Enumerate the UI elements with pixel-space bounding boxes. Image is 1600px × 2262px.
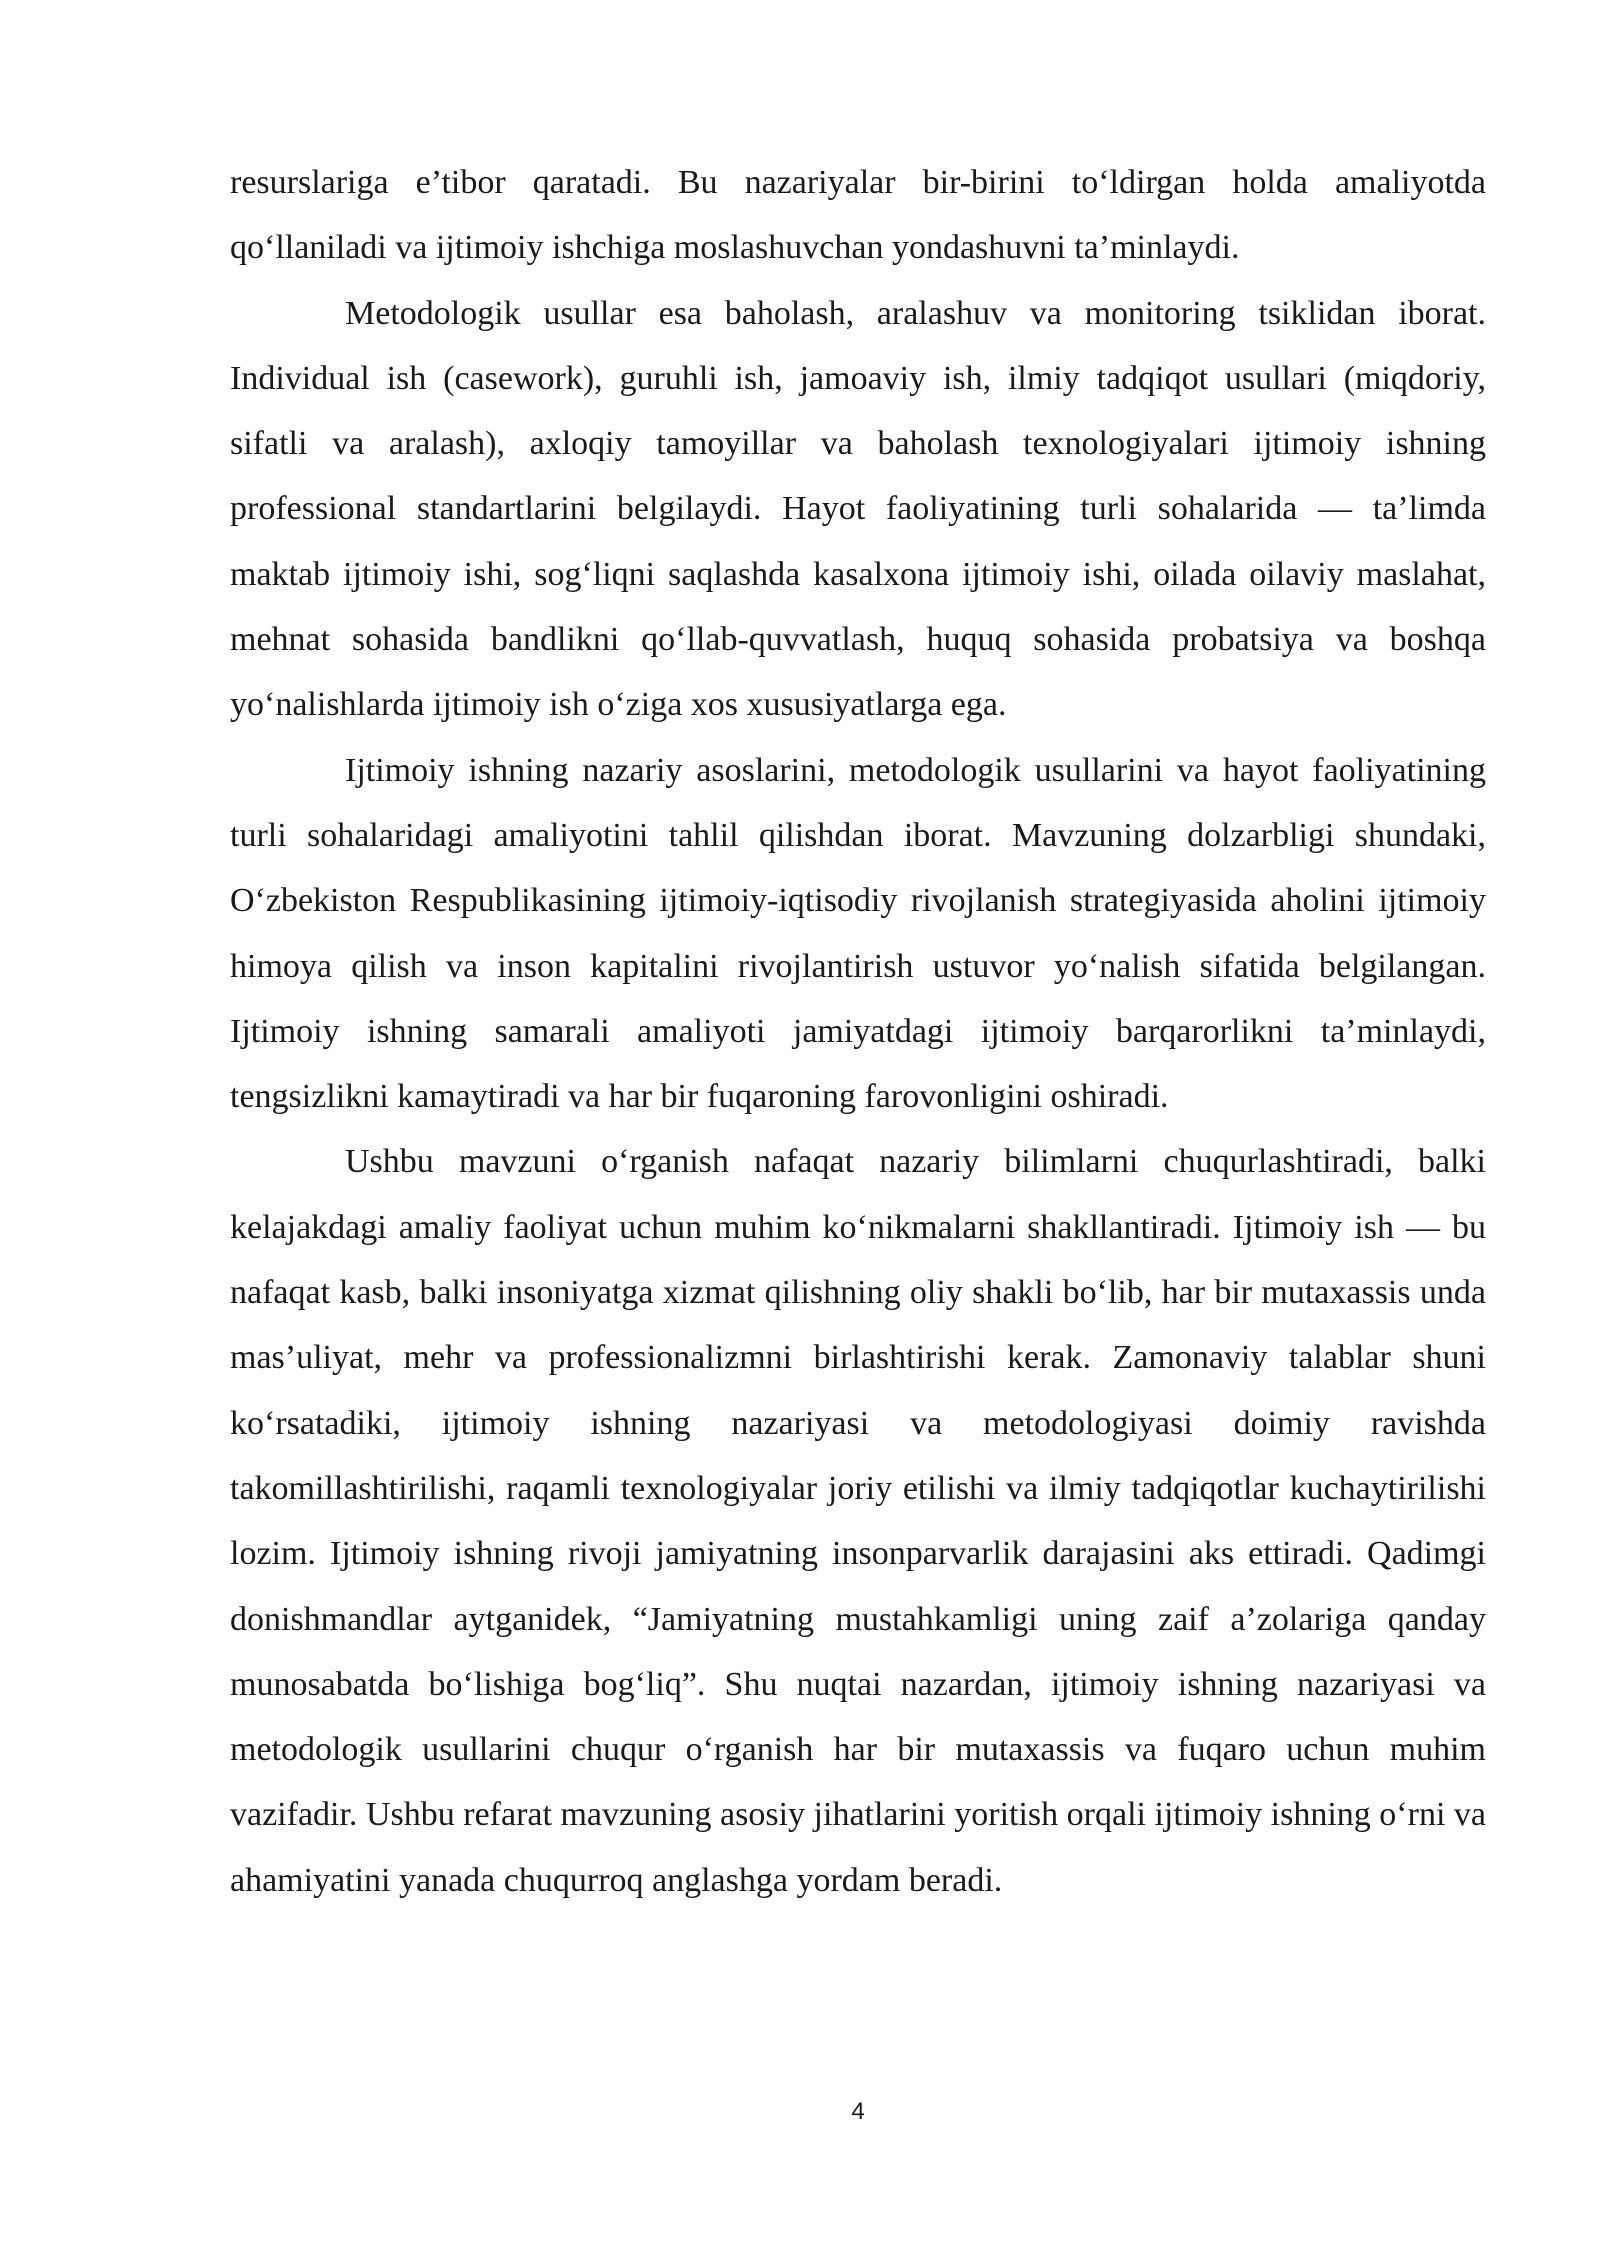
paragraph-continuation: resurslariga e’tibor qaratadi. Bu nazariyalar bir-birini to‘ldirgan holda amaliyotda qo‘llaniladi va ijtimoiy ishchiga moslashuvchan yondashuvni ta’minlaydi. <box>230 164 1486 267</box>
body-text <box>230 150 1486 1913</box>
paragraph-conclusion: Ushbu mavzuni o‘rganish nafaqat nazariy bilimlarni chuqurlashtiradi, balki kelajakdagi amaliy faoliyat uchun muhim ko‘nikmalarni shakllantiradi. Ijtimoiy ish — bu nafaqat kasb, balki insoniyatga xizmat qilishning oliy shakli bo‘lib, har bir mutaxassis unda mas’uliyat, mehr va professionalizmni birlashtirishi kerak. Zamonaviy talablar shuni ko‘rsatadiki, ijtimoiy ishning nazariyasi va metodologiyasi doimiy ravishda takomillashtirilishi, raqamli texnologiyalar joriy etilishi va ilmiy tadqiqotlar kuchaytirilishi lozim. Ijtimoiy ishning rivoji jamiyatning insonparvarlik darajasini aks ettiradi. Qadimgi donishmandlar aytganidek, “Jamiyatning mustahkamligi uning zaif a’zolariga qanday munosabatda bo‘lishiga bog‘liq”. Shu nuqtai nazardan, ijtimoiy ishning nazariyasi va metodologik usullarini chuqur o‘rganish har bir mutaxassis va fuqaro uchun muhim vazifadir. Ushbu refarat mavzuning asosiy jihatlarini yoritish orqali ijtimoiy ishning o‘rni va ahamiyatini yanada chuqurroq anglashga yordam beradi. <box>230 1143 1486 1899</box>
page-number: 4 <box>851 2098 865 2125</box>
paragraph-relevance: Ijtimoiy ishning nazariy asoslarini, metodologik usullarini va hayot faoliyatining turli sohalaridagi amaliyotini tahlil qilishdan iborat. Mavzuning dolzarbligi shundaki, O‘zbekiston Respublikasining ijtimoiy-iqtisodiy rivojlanish strategiyasida aholini ijtimoiy himoya qilish va inson kapitalini rivojlantirish ustuvor yo‘nalish sifatida belgilangan. Ijtimoiy ishning samarali amaliyoti jamiyatdagi ijtimoiy barqarorlikni ta’minlaydi, tengsizlikni kamaytiradi va har bir fuqaroning farovonligini oshiradi. <box>230 751 1486 1116</box>
paragraph-methodology: Metodologik usullar esa baholash, aralashuv va monitoring tsiklidan iborat. Individual ish (casework), guruhli ish, jamoaviy ish, ilmiy tadqiqot usullari (miqdoriy, sifatli va aralash), axloqiy tamoyillar va baholash texnologiyalari ijtimoiy ishning professional standartlarini belgilaydi. Hayot faoliyatining turli sohalarida — ta’limda maktab ijtimoiy ishi, sog‘liqni saqlashda kasalxona ijtimoiy ishi, oilada oilaviy maslahat, mehnat sohasida bandlikni qo‘llab-quvvatlash, huquq sohasida probatsiya va boshqa yo‘nalishlarda ijtimoiy ish o‘ziga xos xususiyatlarga ega. <box>230 294 1486 724</box>
